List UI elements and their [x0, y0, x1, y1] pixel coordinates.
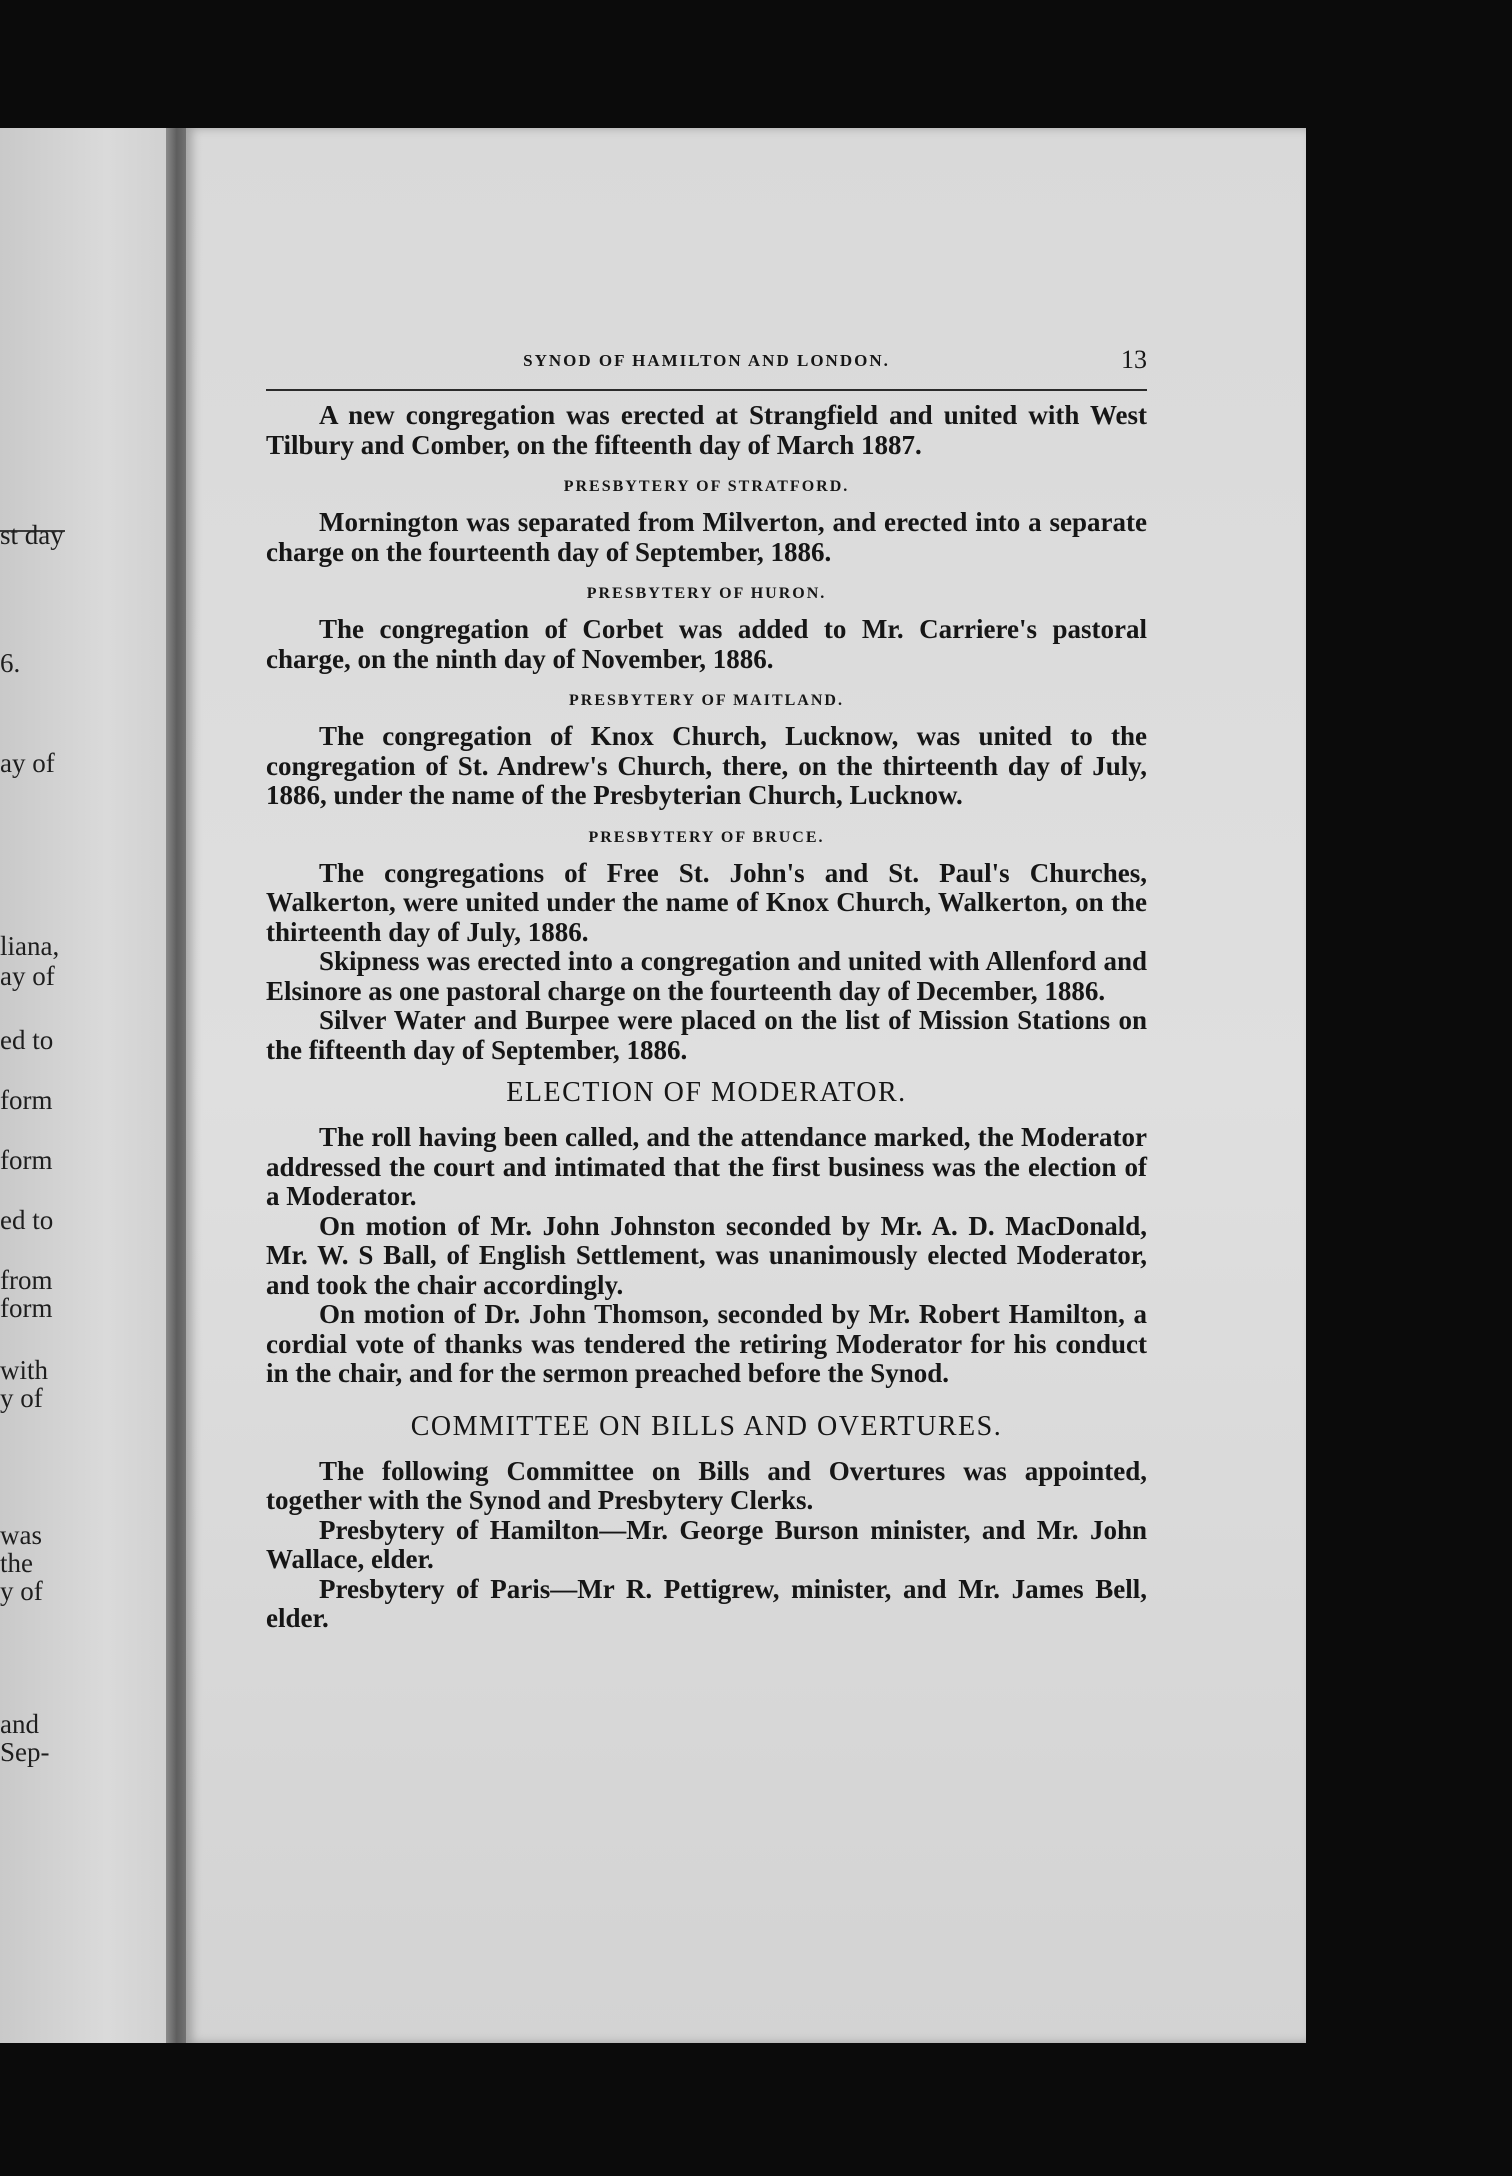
left-fragment: ed to	[0, 1205, 54, 1235]
left-fragment: the	[0, 1548, 33, 1578]
left-fragment: from	[0, 1265, 53, 1295]
left-fragment: st day	[0, 520, 64, 550]
left-fragment: and	[0, 1709, 39, 1739]
left-fragment: ay of	[0, 961, 55, 991]
paragraph-corbet: The congregation of Corbet was added to Mr. Carriere's pastoral charge, on the ninth day of November, 1886.	[266, 614, 1147, 674]
paragraph-silver-water: Silver Water and Burpee were placed on the list of Mission Stations on the fifteenth day of September, 1886.	[266, 1005, 1147, 1065]
left-fragment: with	[0, 1355, 49, 1385]
paragraph-presbytery-paris: Presbytery of Paris—Mr R. Pettigrew, minister, and Mr. James Bell, elder.	[266, 1573, 1147, 1633]
left-fragment: 6.	[0, 648, 21, 678]
header-rule	[266, 389, 1147, 391]
heading-bruce: PRESBYTERY OF BRUCE.	[588, 828, 825, 846]
left-fragment: form	[0, 1085, 53, 1115]
heading-stratford: PRESBYTERY OF STRATFORD.	[563, 478, 850, 495]
paragraph-vote-of-thanks: On motion of Dr. John Thomson, seconded by Mr. Robert Hamilton, a cordial vote of thanks was tendered the retiring Moderator for his conduct in the chair, and for the sermon preached before the Synod.	[266, 1299, 1147, 1388]
left-fragment: Sep-	[0, 1737, 50, 1767]
page-13	[186, 128, 1306, 2043]
heading-election-of-moderator: ELECTION OF MODERATOR.	[506, 1077, 907, 1108]
page-content	[266, 343, 1147, 1634]
running-title: SYNOD OF HAMILTON AND LONDON.	[523, 351, 890, 370]
left-fragment: y of	[0, 1576, 43, 1606]
paragraph-skipness: Skipness was erected into a congregation and united with Allenford and Elsinore as one pastoral charge on the fourteenth day of December, 1886.	[266, 946, 1147, 1006]
paragraph-walkerton: The congregations of Free St. John's and St. Paul's Churches, Walkerton, were united under the name of Knox Church, Walkerton, on the thirteenth day of July, 1886.	[266, 857, 1147, 947]
heading-committee-bills-overtures: COMMITTEE ON BILLS AND OVERTURES.	[410, 1410, 1003, 1442]
facing-page-left	[0, 128, 178, 2043]
left-fragment: y of	[0, 1383, 43, 1413]
left-fragment: form	[0, 1145, 53, 1175]
left-fragment: ay of	[0, 748, 55, 778]
heading-maitland: PRESBYTERY OF MAITLAND.	[569, 692, 844, 709]
page-number: 13	[1121, 345, 1147, 374]
paragraph-strangfield: A new congregation was erected at Strangfield and united with West Tilbury and Comber, on the fifteenth day of March 1887.	[266, 400, 1147, 460]
left-fragment: form	[0, 1293, 53, 1323]
left-fragment: liana,	[0, 931, 60, 961]
paragraph-presbytery-hamilton: Presbytery of Hamilton—Mr. George Burson minister, and Mr. John Wallace, elder.	[266, 1514, 1147, 1574]
paragraph-lucknow: The congregation of Knox Church, Lucknow, was united to the congregation of St. Andrew's Church, there, on the thirteenth day of July, 1886, under the name of the Presbyterian Church, Lucknow.	[266, 721, 1147, 810]
paragraph-mornington: Mornington was separated from Milverton, and erected into a separate charge on the fourteenth day of September, 1886.	[266, 507, 1147, 567]
paragraph-roll-called: The roll having been called, and the attendance marked, the Moderator addressed the court and intimated that the first business was the election of a Moderator.	[266, 1122, 1147, 1211]
heading-huron: PRESBYTERY OF HURON.	[586, 585, 827, 602]
left-fragment: ed to	[0, 1025, 54, 1055]
running-header	[266, 343, 1147, 377]
paragraph-moderator-elected: On motion of Mr. John Johnston seconded by Mr. A. D. MacDonald, Mr. W. S Ball, of English Settlement, was unanimously elected Moderator, and took the chair accordingly.	[266, 1210, 1147, 1300]
paragraph-committee-appointed: The following Committee on Bills and Overtures was appointed, together with the Synod and Presbytery Clerks.	[266, 1455, 1147, 1515]
left-fragment: was	[0, 1520, 42, 1550]
